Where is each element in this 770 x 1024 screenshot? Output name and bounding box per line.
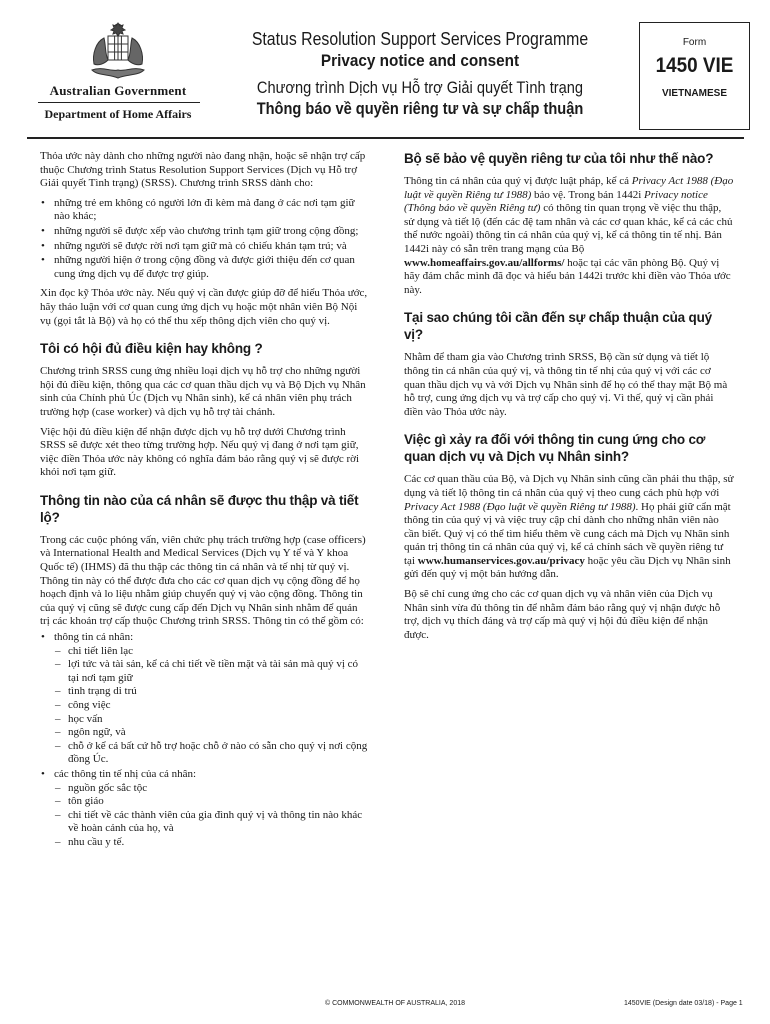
list-item: – công việc	[68, 699, 370, 713]
list-item: – học vấn	[68, 713, 370, 727]
form-language: VIETNAMESE	[661, 88, 727, 99]
department-name: Department of Home Affairs	[44, 107, 192, 121]
text-run: hoặc yêu cầu Dịch vụ Nhân sinh gửi đến quý vị một bản hướng dẫn.	[404, 554, 731, 581]
forms-link[interactable]: www.homeaffairs.gov.au/allforms/	[404, 256, 565, 269]
copyright-notice: © COMMONWEALTH OF AUSTRALIA, 2018	[325, 1000, 465, 1007]
list-item	[54, 631, 370, 767]
sensitive-info-label: các thông tin tế nhị của cá nhân:	[54, 767, 197, 780]
text-run: có thông tin quan trọng về việc thu thập, sử dụng và tiết lộ (đến các đệ tam nhân và các cơ quan khác, kể cả các chủ thể nước ngoài) thông tin cá nhân của quý vị, kể cả thông tin tế nhị. Bản 1442i này có sẵn trên trang mạng của Bộ	[404, 202, 733, 255]
list-item: – tình trạng di trú	[68, 685, 370, 699]
form-number: 1450 VIE	[655, 54, 734, 77]
government-name: Australian Government	[49, 83, 187, 98]
consent-reason-heading: Tại sao chúng tôi cần đến sự chấp thuận của quý vị?	[404, 310, 712, 343]
list-item: – nguồn gốc sắc tộc	[68, 782, 370, 796]
right-column	[404, 150, 734, 648]
header-divider	[27, 137, 744, 139]
consent-reason-paragraph: Nhằm để tham gia vào Chương trình SRSS, Bộ cần sử dụng và tiết lộ thông tin cá nhân của quý vị, và thông tin tế nhị của quý vị với các cơ quan thầu dịch vụ và với Dịch vụ Nhân sinh để họ có thể thay mặt Bộ mà hỗ trợ, cung ứng dịch vụ và trợ cấp cho quý vị. Vì thế, quý vị cần phải điền vào Thỏa ước này.	[404, 351, 728, 418]
list-item: – chi tiết liên lạc	[68, 645, 370, 659]
coat-of-arms-icon	[86, 20, 150, 82]
list-item: – tôn giáo	[68, 795, 370, 809]
text-run: Thông tin cá nhân của quý vị được luật pháp, kể cả	[404, 175, 632, 187]
list-item: • những trẻ em không có người lớn đi kèm mà đang ở các nơi tạm giữ nào khác;	[54, 197, 370, 224]
list-item: – chỗ ở kể cả bất cứ hỗ trợ hoặc chỗ ở nào có sẵn cho quý vị nơi cộng đồng Úc.	[68, 740, 370, 767]
privacy-act-reference: Privacy Act 1988 (Đạo luật về quyền Riêng tư 1988)	[404, 175, 734, 201]
list-item: • những người hiện ở trong cộng đồng và được giới thiệu đến cơ quan cung ứng dịch vụ để được trợ giúp.	[54, 254, 370, 281]
info-type-list	[40, 631, 370, 850]
collected-info-heading: Thông tin nào của cá nhân sẽ được thu thập và tiết lộ?	[40, 492, 359, 525]
notice-title-en: Privacy notice and consent	[320, 51, 520, 70]
form-label: Form	[682, 37, 707, 48]
info-handling-heading: Việc gì xảy ra đối với thông tin cung ứng cho cơ quan dịch vụ và Dịch vụ Nhân sinh?	[404, 432, 706, 465]
eligibility-group-list	[40, 197, 370, 282]
list-item	[54, 768, 370, 850]
title-block	[220, 28, 620, 120]
intro-paragraph: Thỏa ước này dành cho những người nào đang nhận, hoặc sẽ nhận trợ cấp thuộc Chương trình Status Resolution Support Services (Dịch vụ Hỗ trợ Giải quyết Tình trạng) (SRSS). Chương trình SRSS dành cho:	[40, 150, 366, 190]
programme-title-en: Status Resolution Support Services Programme	[251, 29, 589, 49]
list-item: – lợi tức và tài sản, kể cả chi tiết về tiền mặt và tài sản mà quý vị có tại nơi tạm giữ	[68, 658, 370, 685]
privacy-protection-paragraph	[404, 175, 734, 297]
sensitive-info-list	[54, 782, 370, 850]
text-run: Các cơ quan thầu của Bộ, và Dịch vụ Nhân sinh cũng cần phải thu thập, sử dụng và tiết lộ thông tin cá nhân của quý vị theo cung cách phù hợp với	[404, 473, 734, 499]
government-logo	[28, 20, 208, 125]
read-carefully-paragraph: Xin đọc kỹ Thỏa ước này. Nếu quý vị cần được giúp đỡ để hiểu Thỏa ước, hãy thảo luận với cơ quan cung ứng dịch vụ hoặc một nhân viên Bộ Nội vụ (gọi tắt là Bộ) và họ có thể thu xếp thông dịch viên cho quý vị.	[40, 287, 368, 327]
list-item: • những người sẽ được xếp vào chương trình tạm giữ trong cộng đồng;	[54, 225, 370, 239]
list-item: – chi tiết về các thành viên của gia đình quý vị và thông tin nào khác về hoàn cảnh của họ, và	[68, 809, 370, 836]
programme-title-vi: Chương trình Dịch vụ Hỗ trợ Giải quyết Tình trạng	[256, 78, 584, 97]
humanservices-privacy-link[interactable]: www.humanservices.gov.au/privacy	[417, 554, 585, 567]
personal-info-label: thông tin cá nhân:	[54, 631, 134, 644]
personal-info-list	[54, 645, 370, 767]
text-run: bảo vệ. Trong bản 1442i	[531, 188, 645, 201]
page-info: 1450VIE (Design date 03/18) - Page 1	[624, 1000, 743, 1007]
notice-title-vi: Thông báo về quyền riêng tư và sự chấp thuận	[256, 99, 584, 118]
eligibility-heading: Tôi có hội đủ điều kiện hay không ?	[40, 341, 263, 357]
left-column	[40, 150, 370, 856]
privacy-notice-reference: Privacy notice (Thông báo về quyền Riêng tư)	[404, 188, 708, 215]
text-run: hoặc tại các văn phòng Bộ. Quý vị hãy đảm chắc mình đã đọc và hiểu bản 1442i trước khi điền vào Thỏa ước này.	[404, 256, 731, 296]
list-item: • những người sẽ được rời nơi tạm giữ mà có chiếu khán tạm trú; và	[54, 240, 370, 254]
minimum-info-paragraph: Bộ sẽ chỉ cung ứng cho các cơ quan dịch vụ và nhân viên của Dịch vụ Nhân sinh vừa đủ thông tin để nhằm đảm bảo rằng quý vị nhận được hỗ trợ, dịch vụ thích đáng và trợ cấp mà quý vị hội đủ điều kiện để nhận được.	[404, 588, 721, 641]
eligibility-paragraph-2: Việc hội đủ điều kiện để nhận được dịch vụ hỗ trợ dưới Chương trình SRSS sẽ được xét theo từng trường hợp. Nếu quý vị đang ở nơi tạm giữ, việc điền Thỏa ước này không có nghĩa đảm bảo rằng quý vị sẽ được rời khỏi nơi tạm giữ.	[40, 425, 360, 479]
collected-info-paragraph: Trong các cuộc phỏng vấn, viên chức phụ trách trường hợp (case officers) và International Health and Medical Services (Dịch vụ Y tế và Y khoa Quốc tế) (IHMS) đã thu thập các thông tin cá nhân và tế nhị từ quý vị. Thông tin này có thể được đưa cho các cơ quan dịch vụ cộng đồng để họ hoạch định và lo liệu nhằm giúp chuyển quý vị vào cộng đồng. Thông tin của quý vị cũng sẽ được cung cấp đến Dịch vụ Nhân sinh nhằm để quản trị các khoản trợ cấp thuộc Chương trình SRSS. Thông tin có thể gồm có:	[40, 533, 366, 628]
privacy-protection-heading: Bộ sẽ bảo vệ quyền riêng tư của tôi như thế nào?	[404, 151, 714, 166]
eligibility-paragraph-1: Chương trình SRSS cung ứng nhiều loại dịch vụ hỗ trợ cho những người hội đủ điều kiện, thông qua các cơ quan thầu dịch vụ và Bộ Dịch vụ Nhân sinh của Chính phủ Úc (Dịch vụ Nhân sinh), kể cả nhân viên phụ trách trường hợp (case worker) và dịch vụ hỗ trợ tài chánh.	[40, 365, 366, 418]
list-item: – nhu cầu y tế.	[68, 836, 370, 850]
list-item: – ngôn ngữ, và	[68, 726, 370, 740]
info-handling-paragraph	[404, 473, 734, 582]
form-id-box	[639, 22, 750, 130]
text-run: . Họ phải giữ cẩn mật thông tin của quý vị và việc truy cập chỉ dành cho những nhân viên nào cần biết. Quý vị có thể tìm hiểu thêm về cung cách mà Dịch vụ Nhân sinh quản trị thông tin cá nhân của quý vị, kể cả chính sách về quyền riêng tư tại	[404, 500, 731, 567]
logo-divider	[38, 102, 200, 103]
privacy-act-reference: Privacy Act 1988 (Đạo luật về quyền Riêng tư 1988)	[404, 500, 636, 513]
